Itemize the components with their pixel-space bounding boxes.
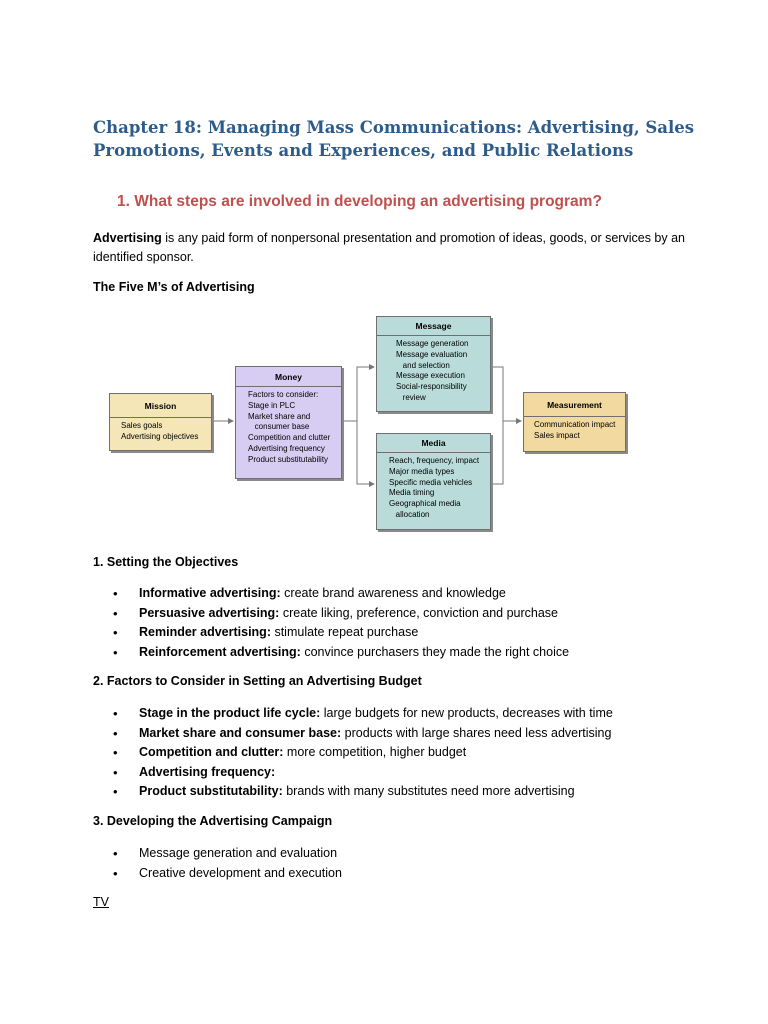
mission-title: Mission [110, 394, 211, 418]
item-text: more competition, higher budget [283, 745, 467, 759]
list-item [93, 743, 613, 763]
item-term: Competition and clutter: [139, 745, 284, 759]
list-item [93, 604, 569, 624]
measurement-title: Measurement [524, 393, 625, 417]
connector-message-out [490, 367, 503, 421]
item-term: Advertising frequency: [139, 764, 276, 779]
definition-text: is any paid form of nonpersonal presentation and promotion of ideas, goods, or services by an identified sponsor. [93, 231, 685, 264]
section1-heading: 1. Setting the Objectives [93, 555, 239, 569]
list-item [93, 704, 613, 724]
section3-heading: 3. Developing the Advertising Campaign [93, 814, 333, 828]
media-items: Reach, frequency, impact Major media types Specific media vehicles Media timing Geographical media allocation [389, 456, 480, 519]
list-item [93, 724, 613, 744]
item-term: Stage in the product life cycle: [139, 706, 321, 720]
connector-media-out [490, 421, 521, 484]
item-term: Reminder advertising: [139, 625, 271, 639]
measurement-box [523, 392, 626, 452]
item-text: brands with many substitutes need more advertising [282, 784, 575, 798]
item-term: Reinforcement advertising: [139, 644, 301, 659]
five-ms-heading: The Five M’s of Advertising [93, 280, 255, 294]
section2-list [93, 704, 613, 802]
money-title: Money [236, 367, 341, 387]
question-heading: 1. What steps are involved in developing an advertising program? [117, 193, 602, 210]
list-item [93, 763, 613, 783]
media-title: Media [377, 434, 490, 453]
section2-heading: 2. Factors to Consider in Setting an Advertising Budget [93, 674, 422, 688]
money-box [235, 366, 342, 479]
item-term: Persuasive advertising: [139, 605, 280, 620]
item-term: Informative advertising: [139, 586, 281, 600]
mission-items: Sales goals Advertising objectives [121, 421, 199, 441]
section3-list [93, 844, 342, 883]
money-items: Factors to consider: Stage in PLC Market share and consumer base Competition and clutter Advertising frequency Product substitutability [248, 390, 331, 464]
list-item [93, 643, 569, 663]
connector-money-split [341, 367, 374, 421]
measurement-items: Communication impact Sales impact [534, 420, 616, 440]
item-term: Product substitutability: [139, 784, 283, 798]
item-text: Creative development and execution [139, 865, 342, 880]
item-text: convince purchasers they made the right choice [300, 644, 570, 659]
list-item [93, 844, 342, 864]
item-text: create liking, preference, conviction and purchase [279, 605, 558, 620]
item-text: stimulate repeat purchase [270, 625, 419, 639]
item-term: Market share and consumer base: [139, 725, 342, 740]
list-item [93, 584, 569, 604]
list-item [93, 782, 613, 802]
message-title: Message [377, 317, 490, 336]
mission-box [109, 393, 212, 451]
item-text: large budgets for new products, decreases with time [320, 706, 613, 720]
connector-money-media [357, 421, 374, 484]
list-item [93, 864, 342, 884]
list-item [93, 623, 569, 643]
item-text: Message generation and evaluation [139, 846, 338, 860]
item-text: create brand awareness and knowledge [280, 586, 506, 600]
message-box [376, 316, 491, 412]
section1-list [93, 584, 569, 662]
message-items: Message generation Message evaluation and selection Message execution Social-responsibility review [396, 339, 469, 402]
tv-link: TV [93, 895, 109, 909]
chapter-title: Chapter 18: Managing Mass Communications: Advertising, Sales Promotions, Events and Experiences, and Public Relations [93, 118, 695, 160]
definition-term: Advertising [93, 231, 162, 245]
item-text: products with large shares need less advertising [341, 725, 612, 740]
media-box [376, 433, 491, 530]
